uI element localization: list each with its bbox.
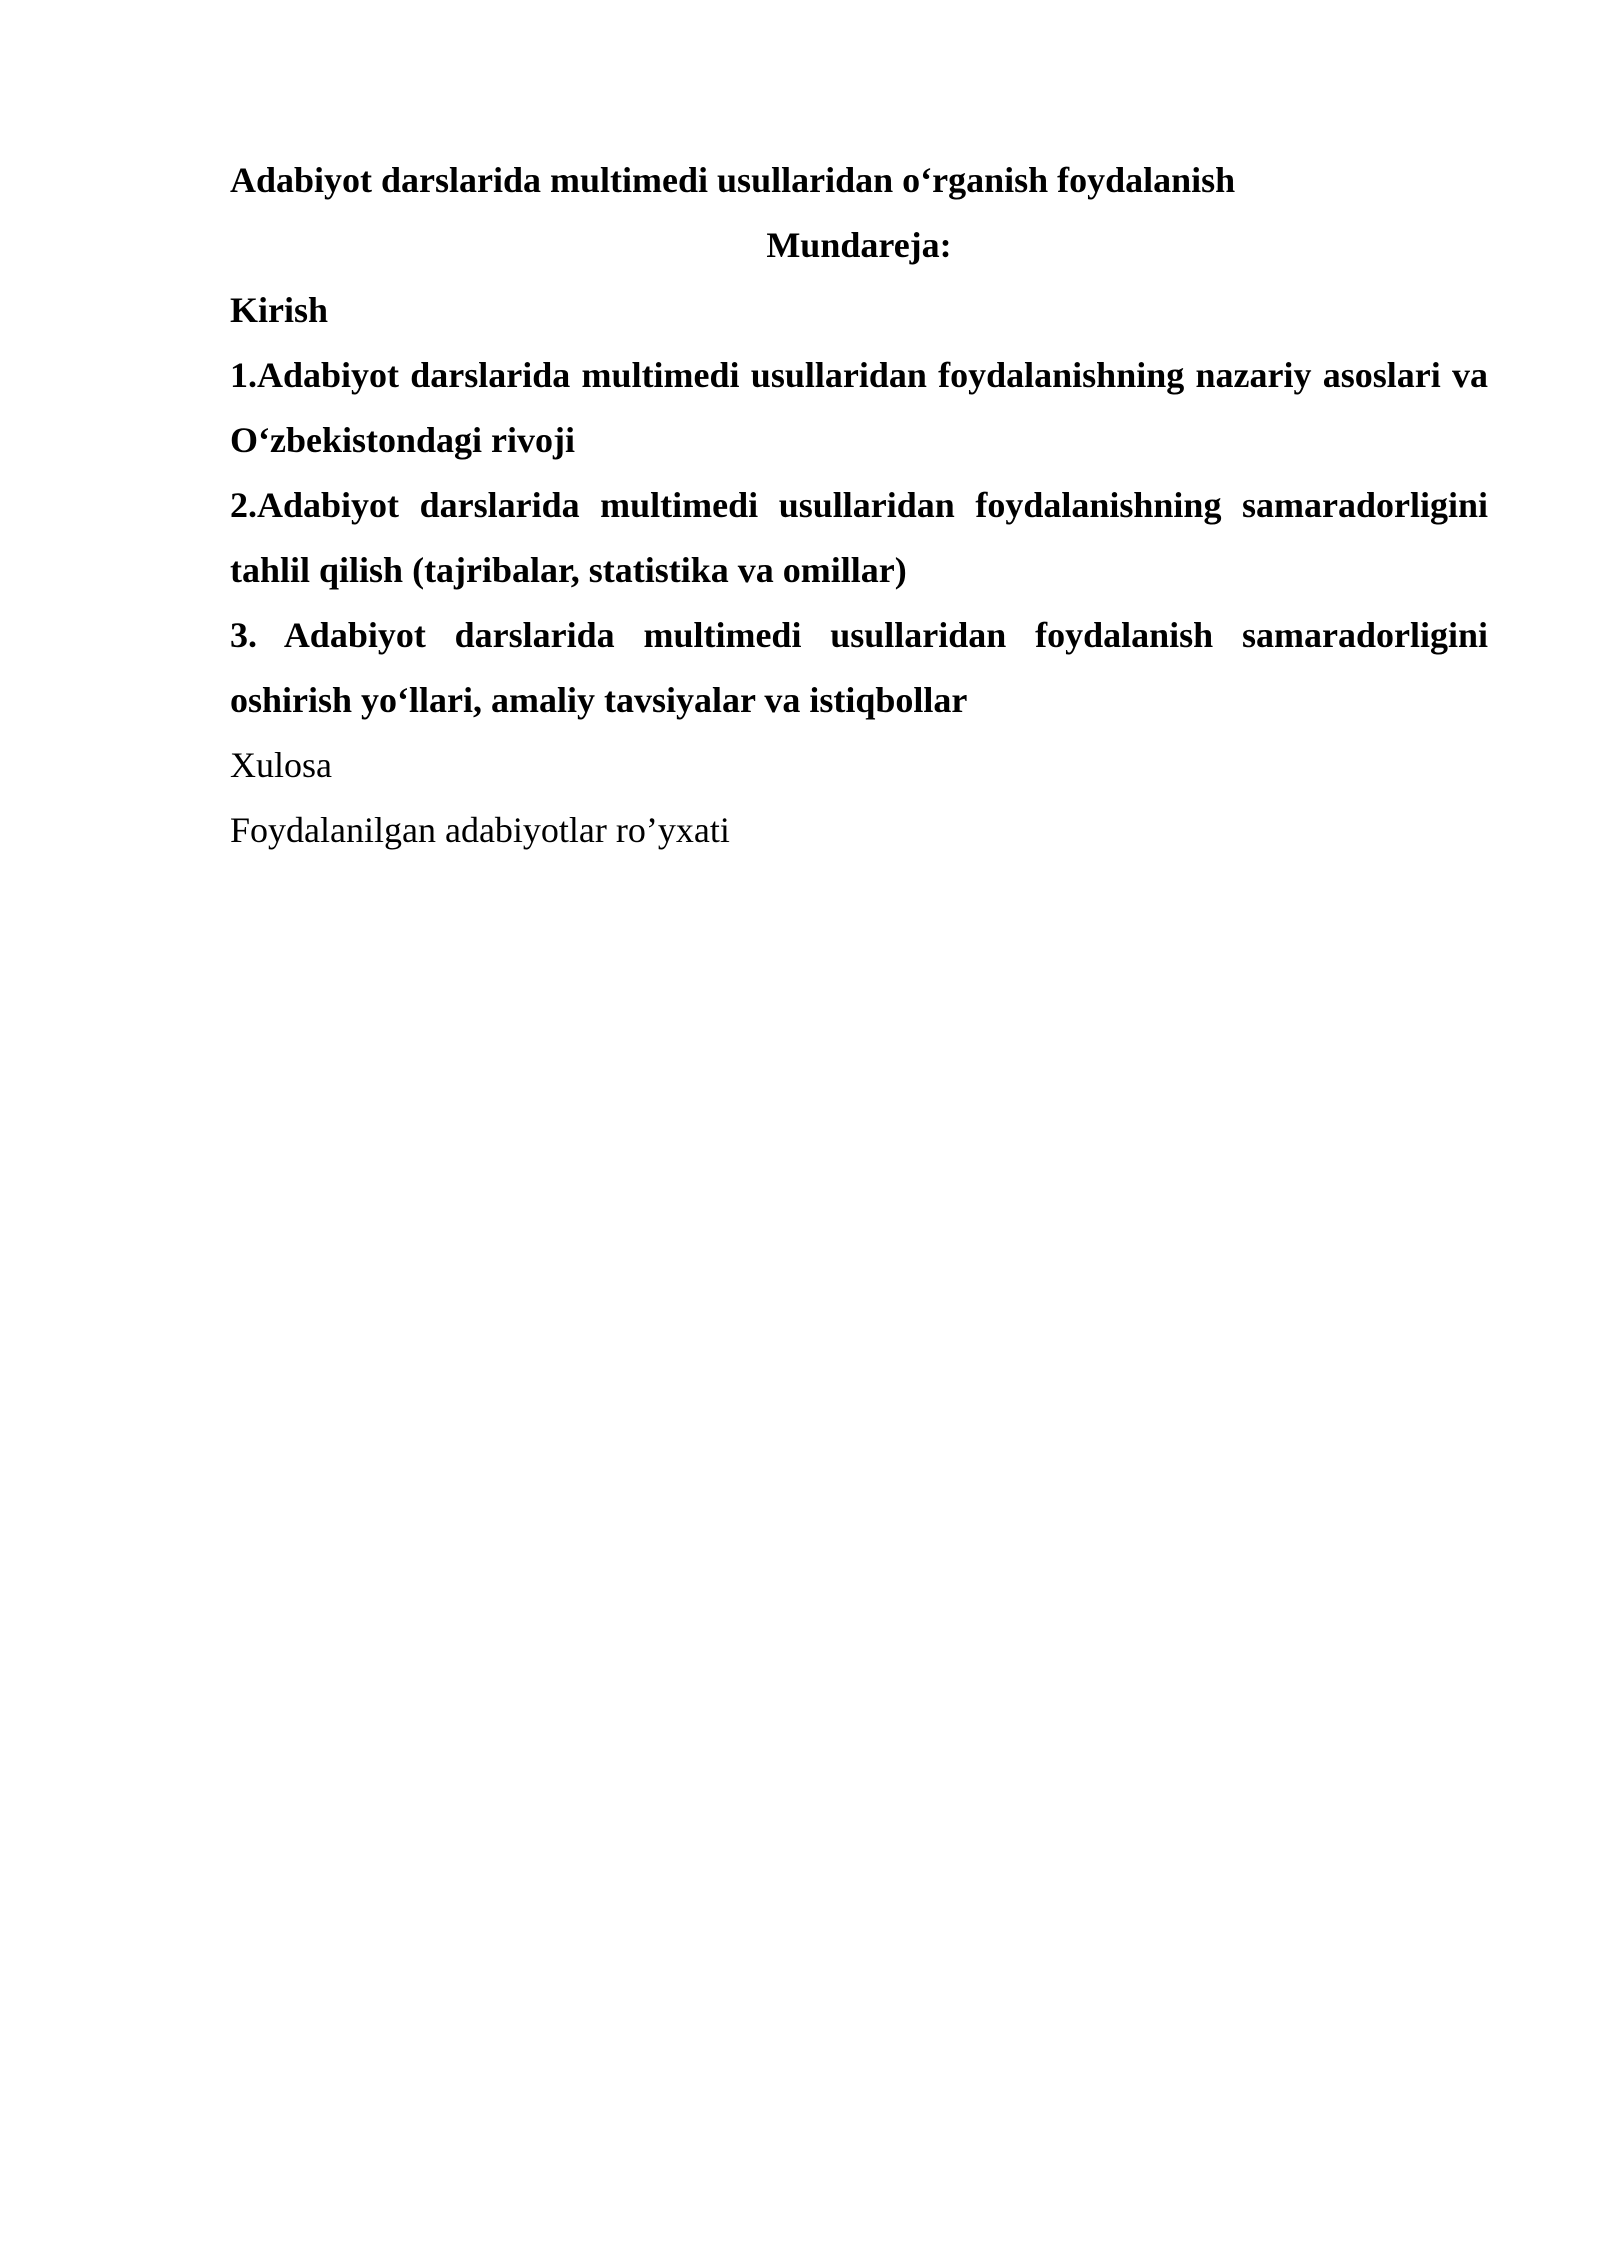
- toc-list: [230, 278, 1488, 863]
- toc-item-chapter-1: 1.Adabiyot darslarida multimedi usullaridan foydalanishning nazariy asoslari va O‘zbekistondagi rivoji: [230, 355, 1488, 460]
- toc-heading: Mundareja:: [766, 225, 952, 265]
- toc-item-introduction: Kirish: [230, 290, 329, 330]
- toc-item-chapter-2: 2.Adabiyot darslarida multimedi usullaridan foydalanishning samaradorligini tahlil qilish (tajribalar, statistika va omillar): [230, 485, 1488, 590]
- document-title: Adabiyot darslarida multimedi usullaridan o‘rganish foydalanish: [230, 160, 1236, 200]
- document-content: [230, 148, 1488, 863]
- toc-item-references: Foydalanilgan adabiyotlar ro’yxati: [230, 810, 730, 850]
- toc-item-conclusion: Xulosa: [230, 745, 332, 785]
- toc-item-chapter-3: 3. Adabiyot darslarida multimedi usullaridan foydalanish samaradorligini oshirish yo‘llari, amaliy tavsiyalar va istiqbollar: [230, 615, 1488, 720]
